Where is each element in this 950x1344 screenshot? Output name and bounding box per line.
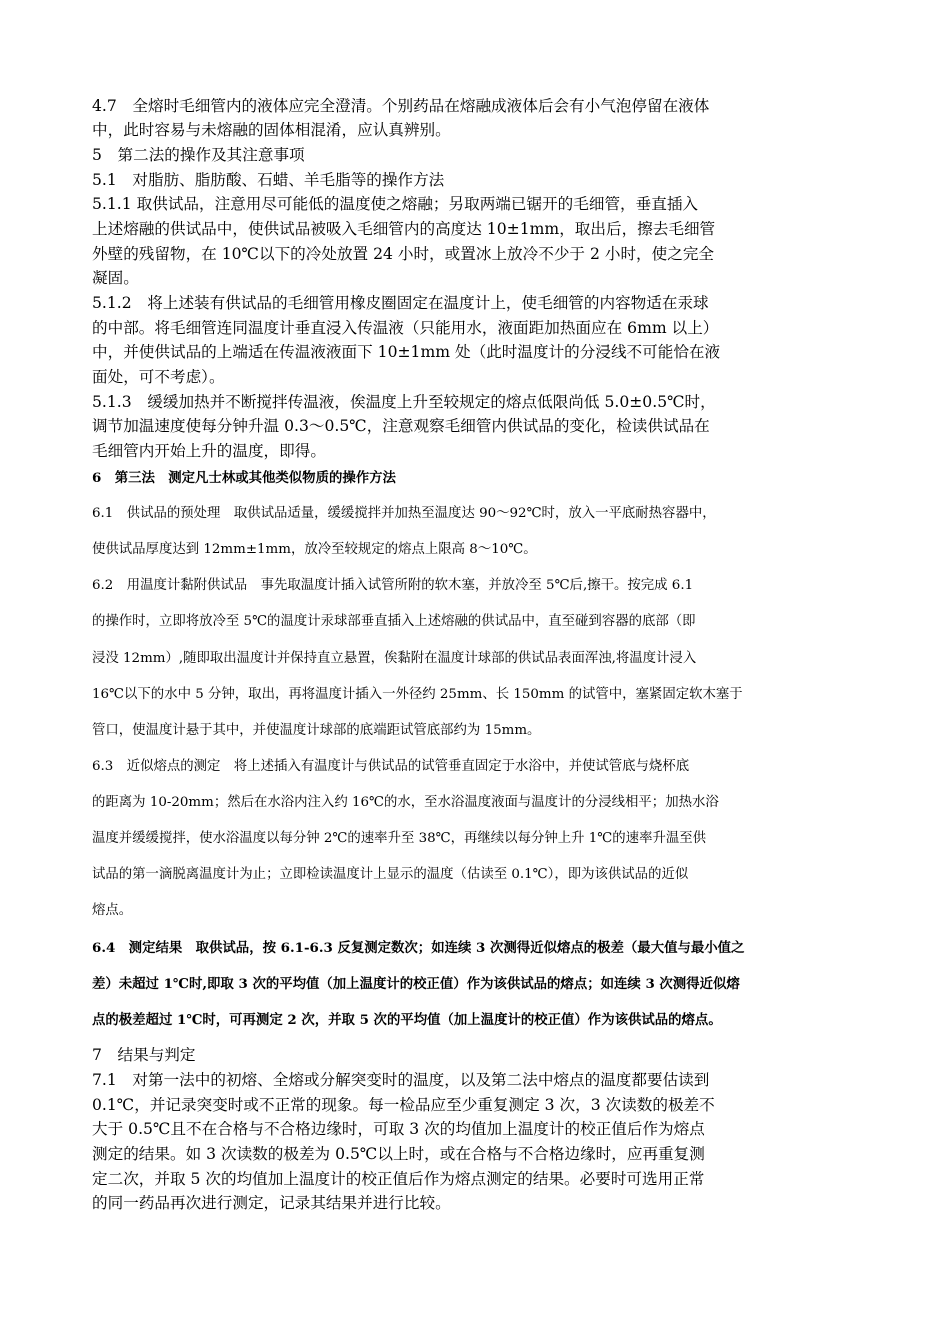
para-5-1-2-line-3: 中，并使供试品的上端适在传温液液面下 10±1mm 处（此时温度计的分浸线不可能恰在液 [92,343,721,361]
para-5-1-1-line-4: 凝固。 [92,269,139,287]
para-6-1-line-2: 使供试品厚度达到 12mm±1mm，放冷至较规定的熔点上限高 8～10℃。 [92,542,537,557]
section-7-heading: 7 结果与判定 [92,1046,196,1064]
para-6-4-line-3: 点的极差超过 1℃时，可再测定 2 次，并取 5 次的平均值（加上温度计的校正值）作为该供试品的熔点。 [92,1012,722,1028]
para-6-3-line-2: 的距离为 10-20mm；然后在水浴内注入约 16℃的水，至水浴温度液面与温度计的分浸线相平；加热水浴 [92,795,719,810]
para-5-1-3-line-2: 调节加温速度使每分钟升温 0.3～0.5℃，注意观察毛细管内供试品的变化，检读供试品在 [92,417,710,435]
para-7-1-line-3: 大于 0.5℃且不在合格与不合格边缘时，可取 3 次的均值加上温度计的校正值后作为熔点 [92,1120,705,1138]
para-7-1-line-2: 0.1℃，并记录突变时或不正常的现象。每一检品应至少重复测定 3 次，3 次读数的极差不 [92,1096,715,1114]
section-5-1-heading: 5.1 对脂肪、脂肪酸、石蜡、羊毛脂等的操作方法 [92,171,445,189]
para-6-3-line-3: 温度并缓缓搅拌，使水浴温度以每分钟 2℃的速率升至 38℃，再继续以每分钟上升 1℃的速率升温至供 [92,831,707,846]
para-5-1-3-line-1: 5.1.3 缓缓加热并不断搅拌传温液，俟温度上升至较规定的熔点低限尚低 5.0±0.5℃时， [92,393,716,411]
para-5-1-1-line-2: 上述熔融的供试品中，使供试品被吸入毛细管内的高度达 10±1mm，取出后，擦去毛细管 [92,220,716,238]
para-4-7-line-1: 4.7 全熔时毛细管内的液体应完全澄清。个别药品在熔融成液体后会有小气泡停留在液体 [92,97,710,115]
section-5-heading: 5 第二法的操作及其注意事项 [92,146,305,164]
para-5-1-1-line-3: 外壁的残留物，在 10℃以下的冷处放置 24 小时，或置冰上放冷不少于 2 小时，使之完全 [92,245,715,263]
para-7-1-line-1: 7.1 对第一法中的初熔、全熔或分解突变时的温度，以及第二法中熔点的温度都要估读到 [92,1071,710,1089]
para-6-4-line-2: 差）未超过 1℃时,即取 3 次的平均值（加上温度计的校正值）作为该供试品的熔点；如连续 3 次测得近似熔 [92,976,740,992]
section-6-heading: 6 第三法 测定凡士林或其他类似物质的操作方法 [92,470,396,486]
para-5-1-2-line-4: 面处，可不考虑）。 [92,368,225,386]
para-6-3-line-5: 熔点。 [92,903,133,918]
para-4-7-line-2: 中，此时容易与未熔融的固体相混淆，应认真辨别。 [92,121,451,139]
para-5-1-1-line-1: 5.1.1 取供试品，注意用尽可能低的温度使之熔融；另取两端已锯开的毛细管，垂直插入 [92,195,699,213]
para-7-1-line-4: 测定的结果。如 3 次读数的极差为 0.5℃以上时，或在合格与不合格边缘时，应再重复测 [92,1145,705,1163]
para-6-1-line-1: 6.1 供试品的预处理 取供试品适量，缓缓搅拌并加热至温度达 90～92℃时，放入一平底耐热容器中， [92,506,716,521]
para-5-1-2-line-2: 的中部。将毛细管连同温度计垂直浸入传温液（只能用水，液面距加热面应在 6mm 以上） [92,319,719,337]
para-7-1-line-5: 定二次，并取 5 次的均值加上温度计的校正值后作为熔点测定的结果。必要时可选用正常 [92,1170,705,1188]
para-5-1-2-line-1: 5.1.2 将上述装有供试品的毛细管用橡皮圈固定在温度计上，使毛细管的内容物适在汞球 [92,294,709,312]
para-6-2-line-3: 浸没 12mm）,随即取出温度计并保持直立悬置，俟黏附在温度计球部的供试品表面浑浊,将温度计浸入 [92,651,697,666]
para-6-2-line-1: 6.2 用温度计黏附供试品 事先取温度计插入试管所附的软木塞，并放冷至 5℃后,擦干。按完成 6.1 [92,578,694,593]
para-6-2-line-2: 的操作时，立即将放冷至 5℃的温度计汞球部垂直插入上述熔融的供试品中，直至碰到容器的底部（即 [92,614,696,629]
para-5-1-3-line-3: 毛细管内开始上升的温度，即得。 [92,442,326,460]
para-7-1-line-6: 的同一药品再次进行测定，记录其结果并进行比较。 [92,1194,451,1212]
para-6-3-line-4: 试品的第一滴脱离温度计为止；立即检读温度计上显示的温度（估读至 0.1℃），即为该供试品的近似 [92,867,689,882]
para-6-3-line-1: 6.3 近似熔点的测定 将上述插入有温度计与供试品的试管垂直固定于水浴中，并使试管底与烧杯底 [92,759,690,774]
para-6-2-line-5: 管口，使温度计悬于其中，并使温度计球部的底端距试管底部约为 15mm。 [92,723,541,738]
para-6-2-line-4: 16℃以下的水中 5 分钟，取出，再将温度计插入一外径约 25mm、长 150mm 的试管中，塞紧固定软木塞于 [92,687,743,702]
para-6-4-line-1: 6.4 测定结果 取供试品，按 6.1-6.3 反复测定数次；如连续 3 次测得近似熔点的极差（最大值与最小值之 [92,940,745,956]
